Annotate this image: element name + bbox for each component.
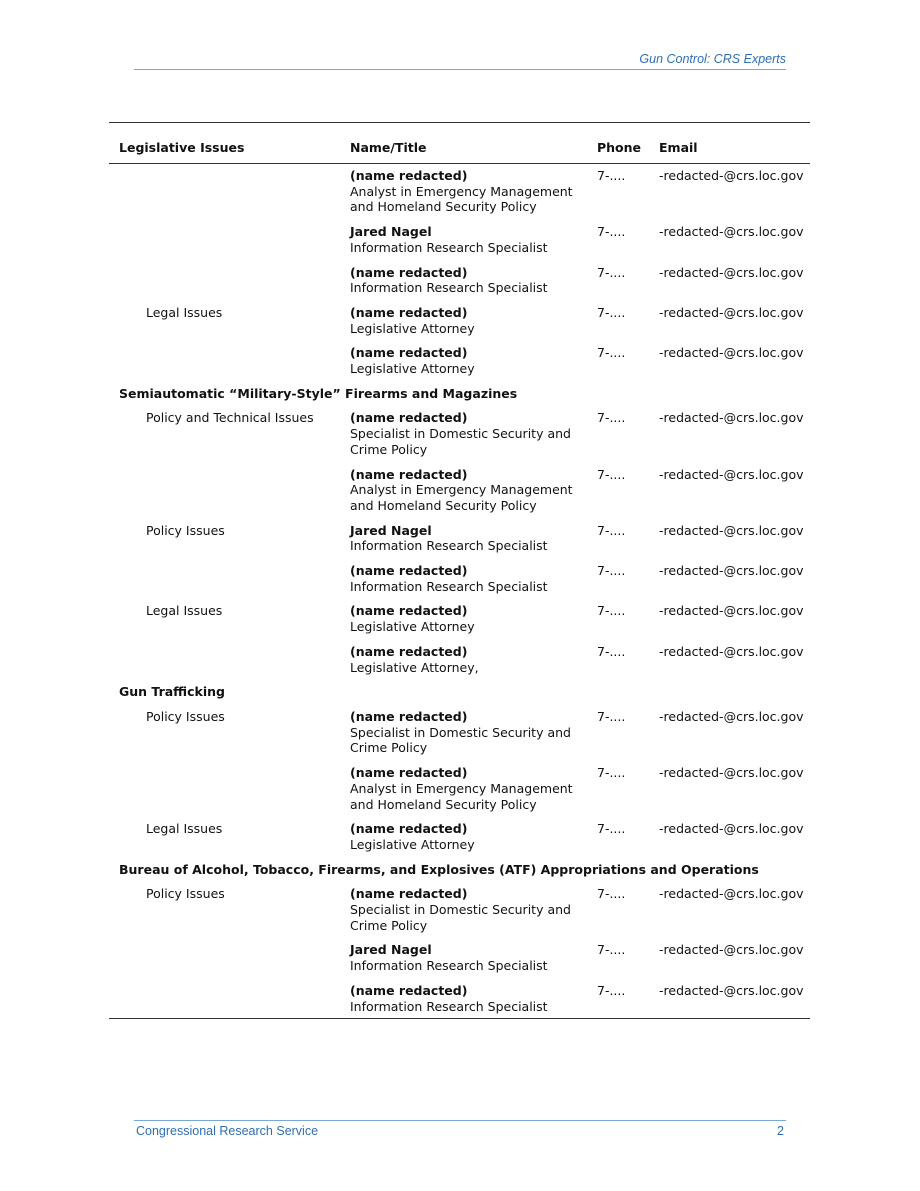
table-body [109, 164, 810, 1018]
table-row [109, 345, 810, 376]
section-heading: Bureau of Alcohol, Tobacco, Firearms, and Explosives (ATF) Appropriations and Operations [119, 861, 759, 877]
expert-title: Specialist in Domestic Security and Crime Policy [350, 724, 571, 756]
expert-title: Analyst in Emergency Management and Homeland Security Policy [350, 780, 573, 812]
footer-source: Congressional Research Service [136, 1124, 319, 1138]
email-address: -redacted-@crs.loc.gov [659, 345, 804, 361]
expert-cell [350, 563, 585, 594]
phone-number: 7-.... [597, 410, 626, 426]
expert-title: Analyst in Emergency Management and Homeland Security Policy [350, 482, 573, 513]
expert-cell [350, 305, 585, 336]
expert-cell [350, 410, 585, 457]
expert-title: Legislative Attorney [350, 361, 475, 377]
table-row [109, 765, 810, 812]
section-heading: Semiautomatic “Military-Style” Firearms and Magazines [119, 385, 518, 401]
table-header [109, 123, 810, 164]
expert-name: Jared Nagel [350, 224, 432, 240]
expert-title: Analyst in Emergency Management and Homeland Security Policy [350, 183, 573, 215]
expert-title: Information Research Specialist [350, 958, 548, 974]
expert-cell [350, 644, 585, 675]
expert-cell [350, 345, 585, 376]
phone-number: 7-.... [597, 942, 626, 958]
expert-title: Legislative Attorney [350, 320, 475, 336]
email-address: -redacted-@crs.loc.gov [659, 982, 804, 998]
phone-number: 7-.... [597, 643, 626, 659]
email-address: -redacted-@crs.loc.gov [659, 563, 804, 579]
phone-number: 7-.... [597, 821, 626, 837]
expert-name: (name redacted) [350, 886, 468, 902]
expert-title: Legislative Attorney [350, 619, 475, 635]
phone-number: 7-.... [597, 264, 626, 280]
expert-cell [350, 821, 585, 852]
email-address: -redacted-@crs.loc.gov [659, 765, 804, 781]
issue-category: Policy Issues [146, 708, 225, 724]
table-row [109, 644, 810, 675]
table-row [109, 563, 810, 594]
expert-name: (name redacted) [350, 603, 468, 619]
expert-title: Information Research Specialist [350, 998, 548, 1014]
expert-name: (name redacted) [350, 466, 468, 482]
running-footer [134, 1120, 786, 1138]
experts-table [109, 122, 810, 1019]
email-address: -redacted-@crs.loc.gov [659, 643, 804, 659]
table-row [109, 523, 810, 554]
expert-cell [350, 224, 585, 255]
running-header [134, 53, 786, 70]
expert-title: Information Research Specialist [350, 239, 548, 255]
table-row [109, 467, 810, 514]
page-number: 2 [777, 1124, 784, 1138]
expert-name: (name redacted) [350, 410, 468, 426]
phone-number: 7-.... [597, 304, 626, 320]
email-address: -redacted-@crs.loc.gov [659, 304, 804, 320]
phone-number: 7-.... [597, 466, 626, 482]
expert-title: Information Research Specialist [350, 578, 548, 594]
expert-name: (name redacted) [350, 982, 468, 998]
table-row [109, 603, 810, 634]
expert-name: Jared Nagel [350, 522, 432, 538]
phone-number: 7-.... [597, 765, 626, 781]
expert-name: (name redacted) [350, 643, 468, 659]
table-row [109, 168, 810, 215]
phone-number: 7-.... [597, 603, 626, 619]
expert-name: (name redacted) [350, 168, 468, 183]
issue-category: Policy Issues [146, 522, 225, 538]
expert-cell [350, 942, 585, 973]
phone-number: 7-.... [597, 708, 626, 724]
expert-title: Specialist in Domestic Security and Crime Policy [350, 426, 571, 457]
expert-cell [350, 709, 585, 756]
column-header-name-title: Name/Title [350, 140, 427, 155]
table-row [109, 305, 810, 336]
email-address: -redacted-@crs.loc.gov [659, 224, 804, 240]
expert-name: (name redacted) [350, 821, 468, 837]
expert-cell [350, 886, 585, 933]
table-row [109, 886, 810, 933]
section-heading: Gun Trafficking [119, 684, 225, 700]
expert-title: Specialist in Domestic Security and Crime Policy [350, 902, 571, 933]
phone-number: 7-.... [597, 886, 626, 902]
expert-title: Information Research Specialist [350, 280, 548, 296]
email-address: -redacted-@crs.loc.gov [659, 708, 804, 724]
table-row [109, 709, 810, 756]
column-header-phone: Phone [597, 140, 642, 155]
expert-cell [350, 523, 585, 554]
email-address: -redacted-@crs.loc.gov [659, 168, 804, 183]
table-row [109, 410, 810, 457]
email-address: -redacted-@crs.loc.gov [659, 886, 804, 902]
expert-name: (name redacted) [350, 765, 468, 781]
issue-category: Policy Issues [146, 886, 225, 902]
column-header-legislative-issues: Legislative Issues [119, 140, 245, 155]
expert-title: Information Research Specialist [350, 538, 548, 554]
table-row [109, 265, 810, 296]
expert-cell [350, 983, 585, 1014]
email-address: -redacted-@crs.loc.gov [659, 466, 804, 482]
table-row [109, 224, 810, 255]
phone-number: 7-.... [597, 522, 626, 538]
document-title: Gun Control: CRS Experts [639, 52, 786, 66]
email-address: -redacted-@crs.loc.gov [659, 410, 804, 426]
expert-cell [350, 168, 585, 215]
email-address: -redacted-@crs.loc.gov [659, 942, 804, 958]
expert-name: (name redacted) [350, 345, 468, 361]
issue-category: Legal Issues [146, 603, 223, 619]
expert-name: Jared Nagel [350, 942, 432, 958]
expert-title: Legislative Attorney, [350, 659, 479, 675]
issue-category: Legal Issues [146, 821, 223, 837]
table-row [109, 942, 810, 973]
issue-category: Policy and Technical Issues [146, 410, 314, 426]
expert-name: (name redacted) [350, 304, 468, 320]
table-row [109, 983, 810, 1014]
phone-number: 7-.... [597, 224, 626, 240]
expert-cell [350, 265, 585, 296]
expert-cell [350, 467, 585, 514]
phone-number: 7-.... [597, 982, 626, 998]
expert-cell [350, 765, 585, 812]
phone-number: 7-.... [597, 345, 626, 361]
phone-number: 7-.... [597, 168, 626, 183]
expert-cell [350, 603, 585, 634]
email-address: -redacted-@crs.loc.gov [659, 603, 804, 619]
expert-name: (name redacted) [350, 708, 468, 724]
expert-name: (name redacted) [350, 264, 468, 280]
email-address: -redacted-@crs.loc.gov [659, 821, 804, 837]
issue-category: Legal Issues [146, 304, 223, 320]
email-address: -redacted-@crs.loc.gov [659, 522, 804, 538]
phone-number: 7-.... [597, 563, 626, 579]
expert-title: Legislative Attorney [350, 836, 475, 852]
expert-name: (name redacted) [350, 563, 468, 579]
email-address: -redacted-@crs.loc.gov [659, 264, 804, 280]
column-header-email: Email [659, 140, 698, 155]
table-row [109, 821, 810, 852]
